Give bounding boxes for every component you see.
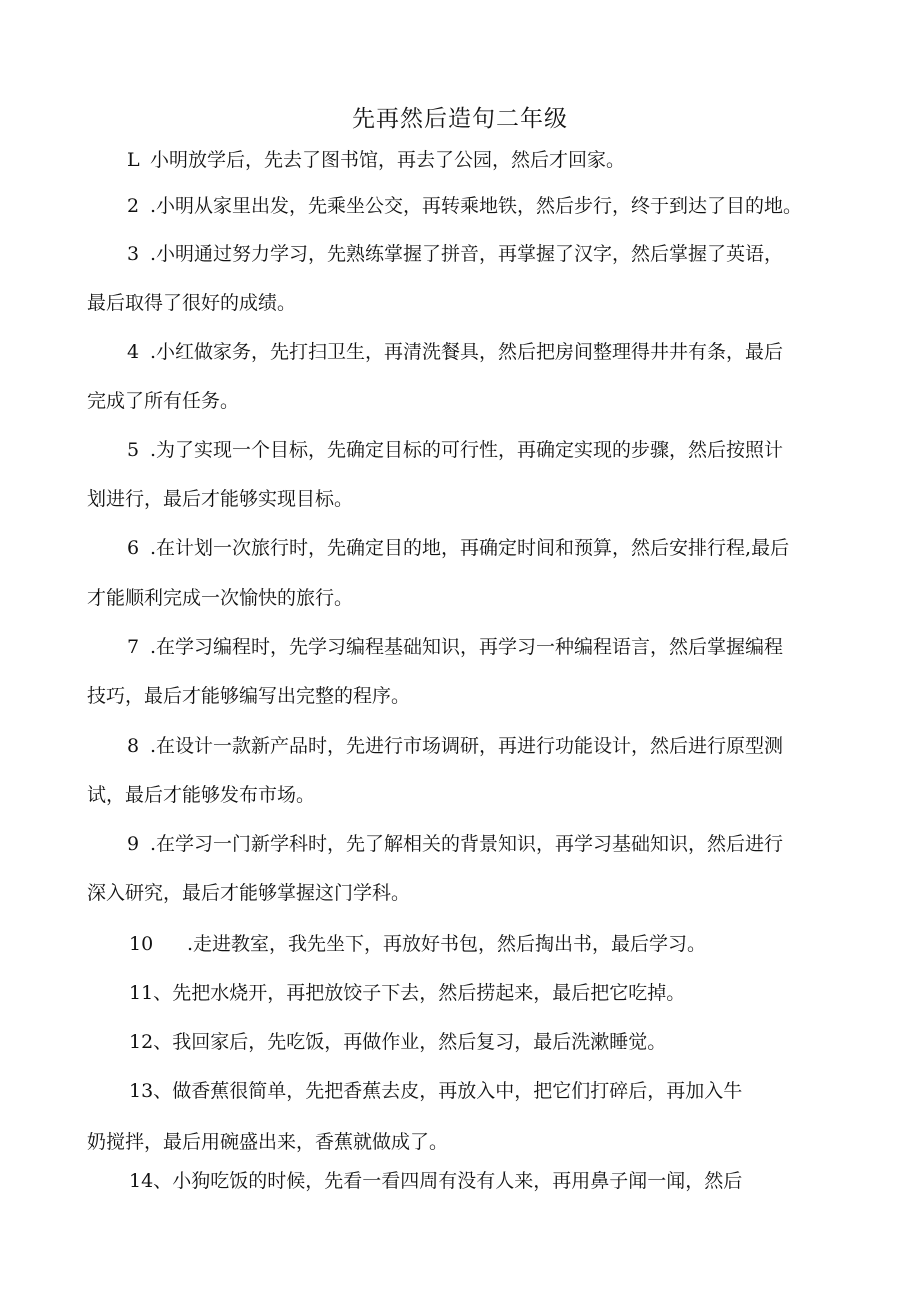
- sentence-text: .在学习编程时，先学习编程基础知识，再学习一种编程语言，然后掌握编程: [150, 636, 784, 658]
- sentence-9-line-1: [127, 835, 783, 854]
- sentence-3-line-1: [127, 245, 783, 264]
- sentence-number: 14、: [129, 1170, 173, 1192]
- sentence-14-line-1: [129, 1172, 742, 1191]
- sentence-text: 完成了所有任务。: [87, 390, 240, 412]
- sentence-number: 6: [127, 537, 140, 559]
- sentence-2-line-1: [127, 197, 802, 216]
- sentence-text: 最后取得了很好的成绩。: [87, 292, 297, 314]
- document-title: 先再然后造句二年级: [352, 106, 568, 132]
- sentence-text: 才能顺利完成一次愉快的旅行。: [87, 587, 354, 609]
- sentence-text: 我回家后，先吃饭，再做作业，然后复习，最后洗漱睡觉。: [172, 1031, 667, 1053]
- sentence-3-line-2: [87, 294, 296, 313]
- sentence-4-line-1: [127, 343, 783, 362]
- sentence-11-line-1: [129, 984, 685, 1003]
- sentence-8-line-2: [87, 786, 315, 805]
- sentence-number: L: [127, 149, 140, 171]
- sentence-5-line-2: [87, 490, 353, 509]
- sentence-10-line-1: [129, 935, 706, 954]
- sentence-number: 4: [127, 341, 140, 363]
- sentence-text: .在设计一款新产品时，先进行市场调研，再进行功能设计，然后进行原型测: [150, 735, 784, 757]
- sentence-number: 3: [127, 243, 140, 265]
- sentence-text: .小明从家里出发，先乘坐公交，再转乘地铁，然后步行，终于到达了目的地。: [150, 195, 803, 217]
- sentence-8-line-1: [127, 737, 783, 756]
- sentence-13-line-1: [129, 1082, 742, 1101]
- sentence-text: 小明放学后，先去了图书馆，再去了公园，然后才回家。: [150, 149, 626, 171]
- sentence-text: .在学习一门新学科时，先了解相关的背景知识，再学习基础知识，然后进行: [150, 833, 784, 855]
- sentence-number: 10: [129, 933, 154, 955]
- sentence-text: 小狗吃饭的时候，先看一看四周有没有人来，再用鼻子闻一闻，然后: [172, 1170, 743, 1192]
- sentence-number: 9: [127, 833, 140, 855]
- sentence-5-line-1: [127, 441, 783, 460]
- sentence-number: 11、: [129, 982, 173, 1004]
- sentence-text: 先把水烧开，再把放饺子下去，然后捞起来，最后把它吃掉。: [172, 982, 686, 1004]
- sentence-number: 7: [127, 636, 140, 658]
- sentence-13-line-2: [87, 1133, 448, 1152]
- sentence-1-line-1: [127, 151, 625, 170]
- sentence-4-line-2: [87, 392, 239, 411]
- sentence-text: .为了实现一个目标，先确定目标的可行性，再确定实现的步骤，然后按照计: [150, 439, 784, 461]
- sentence-text: 技巧，最后才能够编写出完整的程序。: [87, 685, 411, 707]
- sentence-text: .小红做家务，先打扫卫生，再清洗餐具，然后把房间整理得井井有条，最后: [150, 341, 784, 363]
- sentence-6-line-1: [127, 539, 789, 558]
- sentence-text: .走进教室，我先坐下，再放好书包，然后掏出书，最后学习。: [187, 933, 707, 955]
- sentence-7-line-1: [127, 638, 783, 657]
- sentence-number: 8: [127, 735, 140, 757]
- sentence-9-line-2: [87, 884, 410, 903]
- sentence-number: 2: [127, 195, 140, 217]
- sentence-text: .小明通过努力学习，先熟练掌握了拼音，再掌握了汉字，然后掌握了英语，: [150, 243, 784, 265]
- sentence-7-line-2: [87, 687, 410, 706]
- sentence-6-line-2: [87, 589, 353, 608]
- sentence-text: 划进行，最后才能够实现目标。: [87, 488, 354, 510]
- sentence-number: 12、: [129, 1031, 173, 1053]
- sentence-number: 5: [127, 439, 140, 461]
- sentence-text: 做香蕉很简单，先把香蕉去皮，再放入中，把它们打碎后，再加入牛: [172, 1080, 743, 1102]
- sentence-text: 试，最后才能够发布市场。: [87, 784, 316, 806]
- sentence-text: 深入研究，最后才能够掌握这门学科。: [87, 882, 411, 904]
- sentence-text: 奶搅拌，最后用碗盛出来，香蕉就做成了。: [87, 1131, 449, 1153]
- sentence-text: .在计划一次旅行时，先确定目的地，再确定时间和预算，然后安排行程,最后: [150, 537, 790, 559]
- sentence-number: 13、: [129, 1080, 173, 1102]
- sentence-12-line-1: [129, 1033, 666, 1052]
